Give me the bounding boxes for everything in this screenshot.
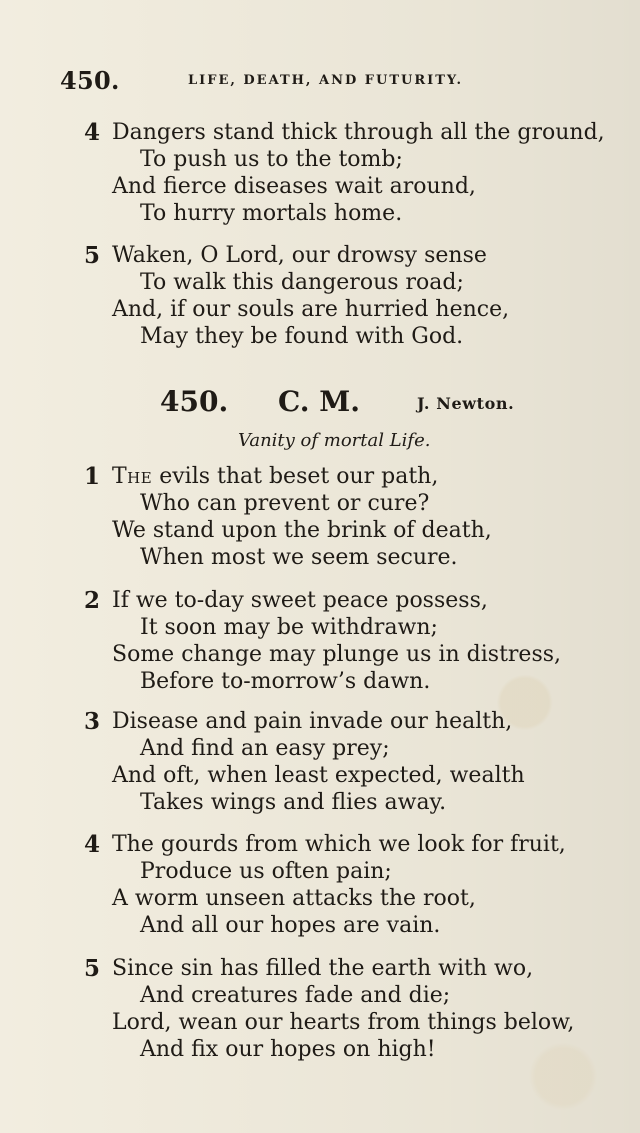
stanza-line: And find an easy prey;: [140, 736, 390, 761]
stanza-number: 1: [84, 463, 101, 490]
stanza-line: [112, 463, 438, 490]
stanza-line: And fierce diseases wait around,: [112, 174, 476, 199]
stanza-line: Since sin has filled the earth with wo,: [112, 956, 534, 981]
stanza-line: May they be found with God.: [140, 324, 464, 349]
stanza-line: Some change may plunge us in distress,: [112, 642, 562, 667]
stanza-number: 2: [84, 587, 101, 614]
stanza-line: And, if our souls are hurried hence,: [112, 297, 510, 322]
stanza-number: 5: [84, 955, 101, 982]
stanza-number: 4: [84, 119, 101, 146]
hymn-author: J. Newton.: [417, 394, 515, 413]
stanza-first-word: The: [112, 464, 153, 489]
stanza-line: The gourds from which we look for fruit,: [112, 832, 566, 857]
stanza-line: Waken, O Lord, our drowsy sense: [112, 243, 487, 268]
hymn-meter: C. M.: [278, 385, 361, 418]
hymn-header: [160, 385, 550, 421]
stanza-line: Lord, wean our hearts from things below,: [112, 1010, 575, 1035]
running-head: LIFE, DEATH, AND FUTURITY.: [188, 73, 464, 88]
stanza-line: We stand upon the brink of death,: [112, 518, 492, 543]
stanza-line: Who can prevent or cure?: [140, 491, 430, 516]
stanza-line: If we to-day sweet peace possess,: [112, 588, 488, 613]
stanza-line: Takes wings and flies away.: [140, 790, 447, 815]
stanza-line: A worm unseen attacks the root,: [112, 886, 476, 911]
stanza-line: And creatures fade and die;: [140, 983, 451, 1008]
stanza-line: And oft, when least expected, wealth: [112, 763, 525, 788]
hymn-subtitle: Vanity of mortal Life.: [238, 430, 431, 451]
stanza-number: 3: [84, 708, 101, 735]
stanza-line: Dangers stand thick through all the ground,: [112, 120, 605, 145]
stanza-line: Produce us often pain;: [140, 859, 392, 884]
page-number: 450.: [60, 66, 120, 95]
page-header: [60, 66, 530, 96]
stanza-line: To push us to the tomb;: [140, 147, 403, 172]
stanza-line: When most we seem secure.: [140, 545, 458, 570]
stanza-line: Before to-morrow’s dawn.: [140, 669, 431, 694]
stanza-line: To walk this dangerous road;: [140, 270, 464, 295]
stanza-line: Disease and pain invade our health,: [112, 709, 513, 734]
stanza-line: And fix our hopes on high!: [140, 1037, 436, 1062]
stanza-line: And all our hopes are vain.: [140, 913, 441, 938]
stanza-number: 5: [84, 242, 101, 269]
stanza-line-rest: evils that beset our path,: [152, 464, 439, 489]
stanza-line: To hurry mortals home.: [140, 201, 403, 226]
hymn-number: 450.: [160, 385, 229, 418]
stanza-number: 4: [84, 831, 101, 858]
stanza-line: It soon may be withdrawn;: [140, 615, 438, 640]
